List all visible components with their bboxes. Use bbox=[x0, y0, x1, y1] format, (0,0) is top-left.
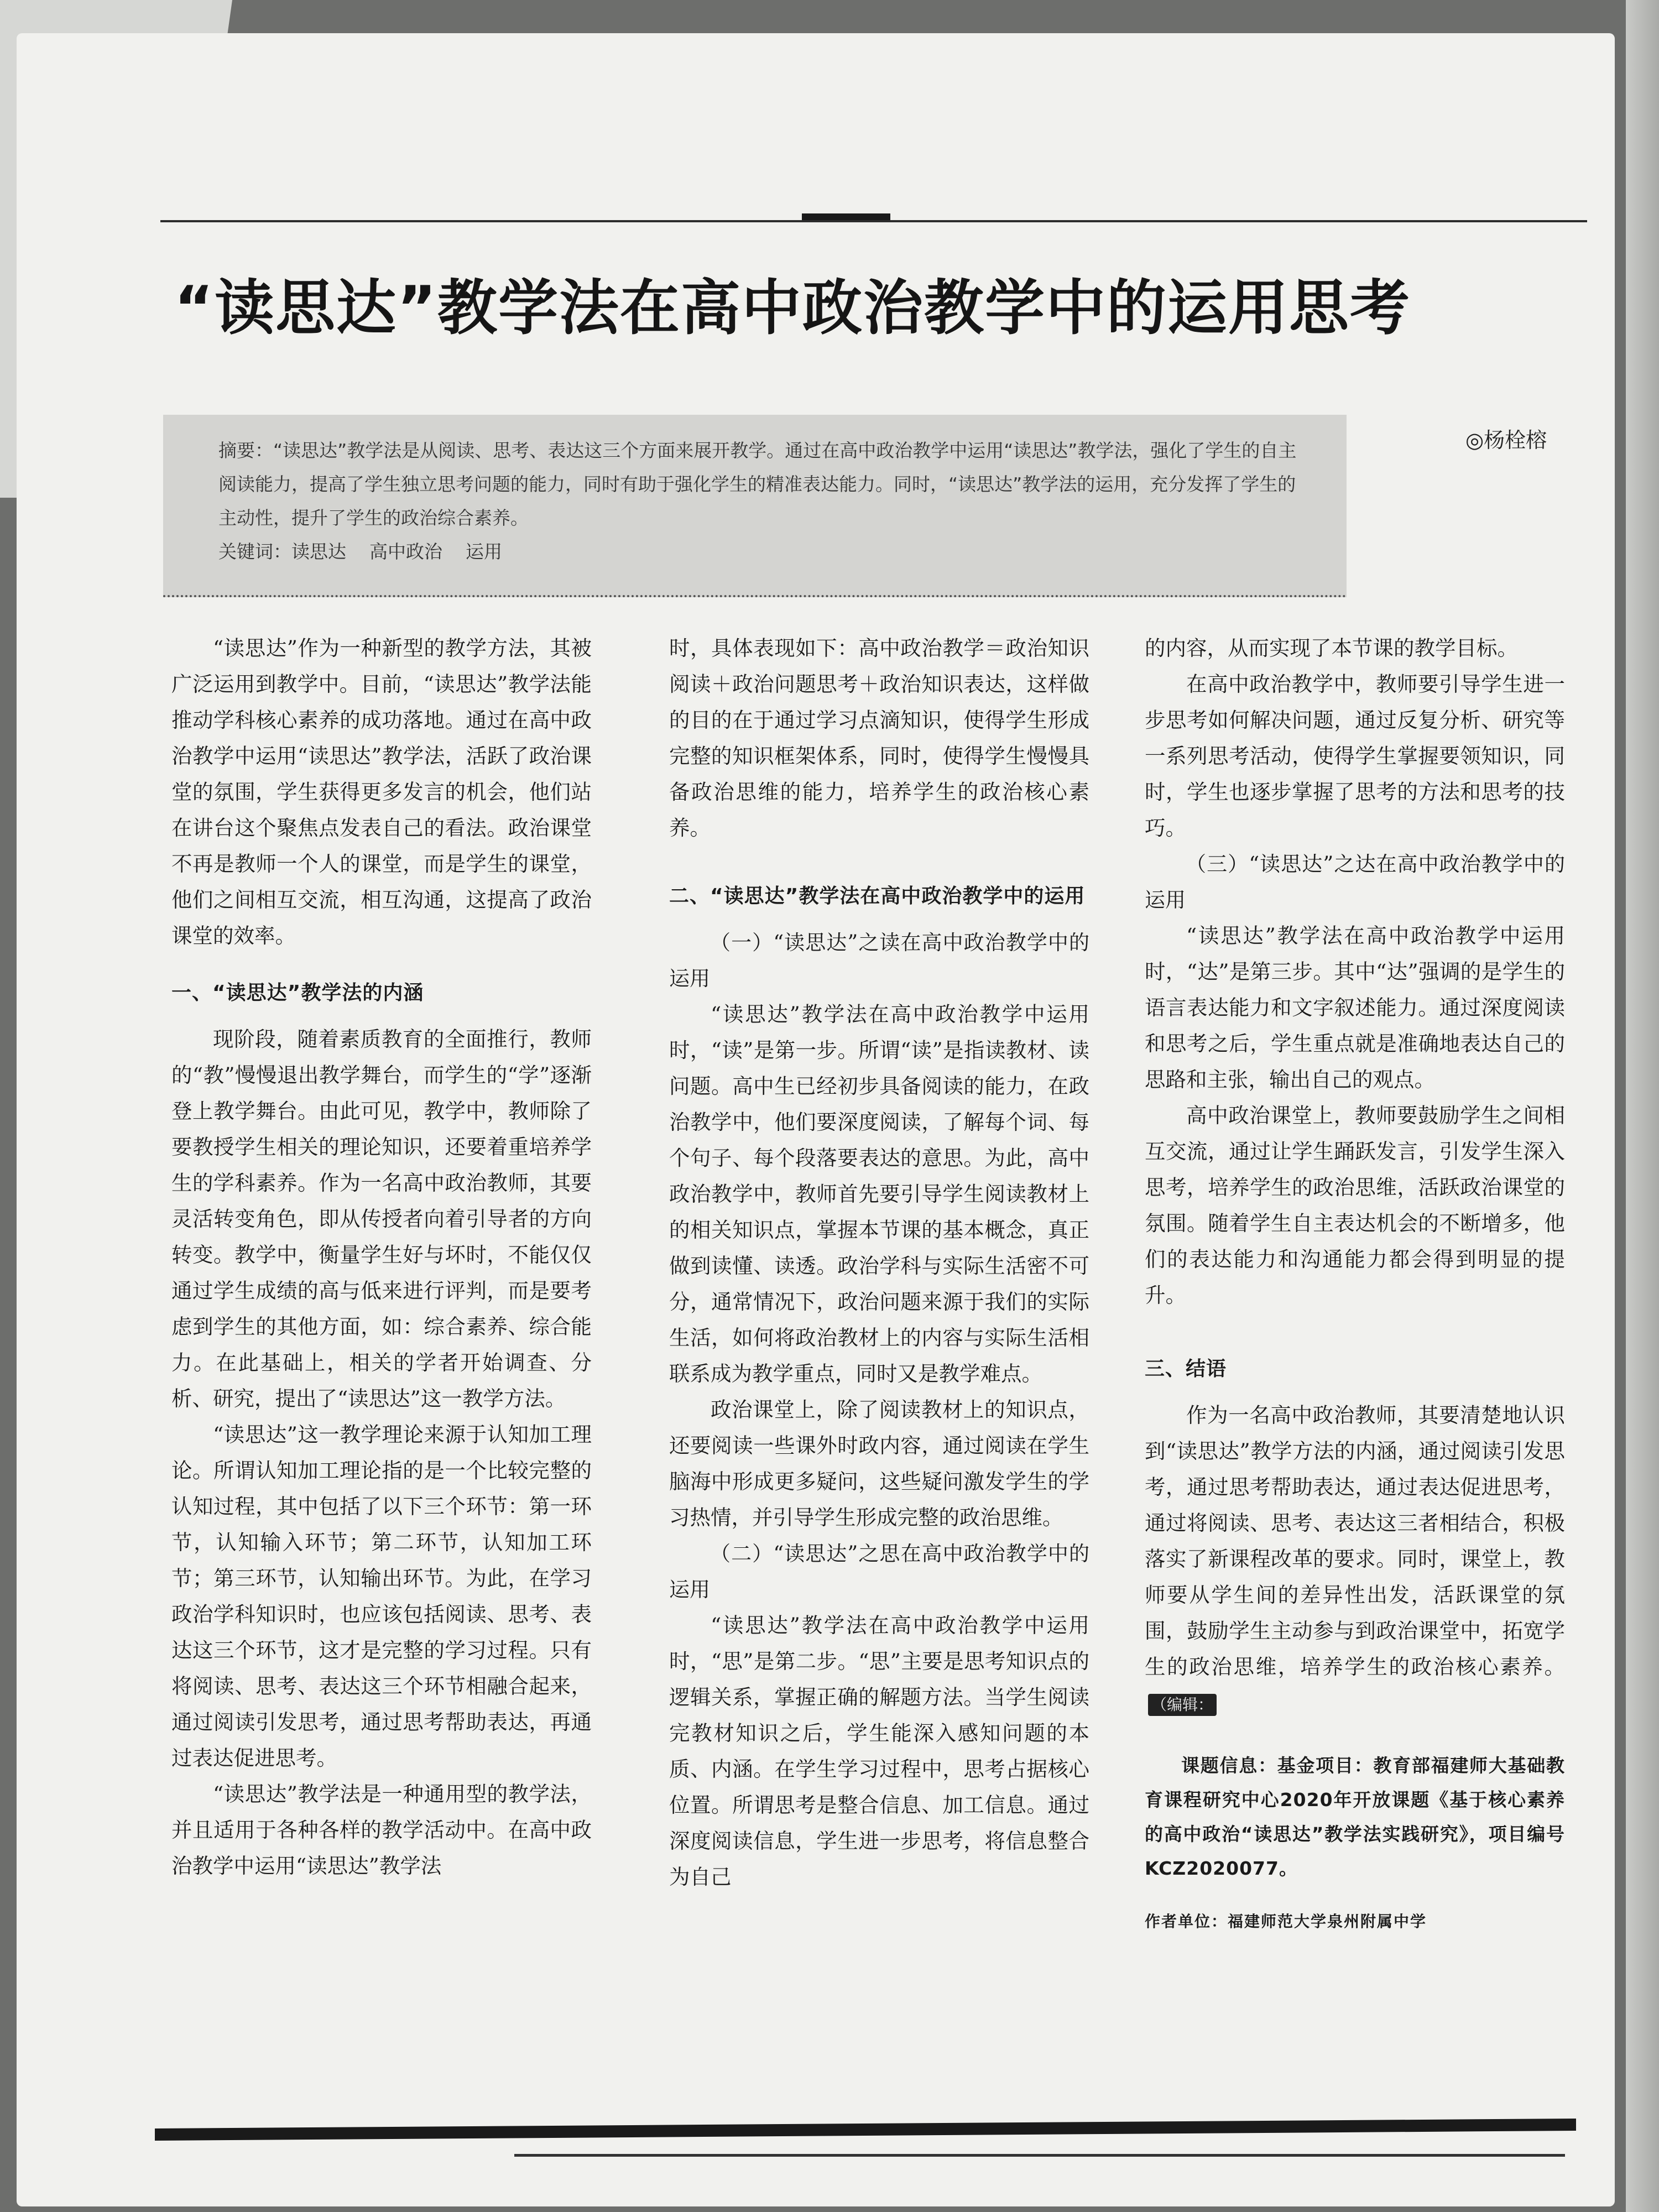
keyword-item: 高中政治 bbox=[369, 541, 442, 562]
paragraph: “读思达”教学法在高中政治教学中运用时，“达”是第三步。其中“达”强调的是学生的语言表达能力和文字叙述能力。通过深度阅读和思考之后，学生重点就是准确地表达自己的思路和主张，输出自己的观点。 bbox=[1145, 924, 1565, 1092]
paragraph: 现阶段，随着素质教育的全面推行，教师的“教”慢慢退出教学舞台，而学生的“学”逐渐登上教学舞台。由此可见，教学中，教师除了要教授学生相关的理论知识，还要着重培养学生的学科素养。作为一名高中政治教师，其要灵活转变角色，即从传授者向着引导者的方向转变。教学中，衡量学生好与坏时，不能仅仅通过学生成绩的高与低来进行评判，而是要考虑到学生的其他方面，如：综合素养、综合能力。在此基础上，相关的学者开始调查、分析、研究，提出了“读思达”这一教学方法。 bbox=[171, 1027, 592, 1411]
paragraph: 的内容，从而实现了本节课的教学目标。 bbox=[1145, 636, 1518, 660]
column-3 bbox=[1145, 630, 1565, 1936]
paragraph: 高中政治课堂上，教师要鼓励学生之间相互交流，通过让学生踊跃发言，引发学生深入思考，培养学生的政治思维，活跃政治课堂的氛围。随着学生自主表达机会的不断增多，他们的表达能力和沟通能力都会得到明显的提升。 bbox=[1145, 1103, 1565, 1307]
paragraph: “读思达”教学法在高中政治教学中运用时，“读”是第一步。所谓“读”是指读教材、读问题。高中生已经初步具备阅读的能力，在政治教学中，他们要深度阅读，了解每个词、每个句子、每个段落要表达的意思。为此，高中政治教学中，教师首先要引导学生阅读教材上的相关知识点，掌握本节课的基本概念，真正做到读懂、读透。政治学科与实际生活密不可分，通常情况下，政治问题来源于我们的实际生活，如何将政治教材上的内容与实际生活相联系成为教学重点，同时又是教学难点。 bbox=[669, 1002, 1089, 1386]
paragraph: 政治课堂上，除了阅读教材上的知识点，还要阅读一些课外时政内容，通过阅读在学生脑海中形成更多疑问，这些疑问激发学生的学习热情，并引导学生形成完整的政治思维。 bbox=[669, 1397, 1089, 1530]
abstract-text bbox=[218, 434, 1302, 535]
column-2 bbox=[669, 630, 1089, 1895]
author-name: ◎杨栓榕 bbox=[1465, 428, 1547, 452]
footer-rule-thin bbox=[514, 2154, 1565, 2157]
conclusion-text: 作为一名高中政治教师，其要清楚地认识到“读思达”教学方法的内涵，通过阅读引发思考，通过思考帮助表达，通过表达促进思考，通过将阅读、思考、表达这三者相结合，积极落实了新课程改革的要求。同时，课堂上，教师要从学生间的差异性出发，活跃课堂的氛围，鼓励学生主动参与到政治课堂中，拓宽学生的政治思维，培养学生的政治核心素养。 bbox=[1145, 1403, 1565, 1679]
paragraph: “读思达”教学法在高中政治教学中运用时，“思”是第二步。“思”主要是思考知识点的逻辑关系，掌握正确的解题方法。当学生阅读完教材知识之后，学生能深入感知问题的本质、内涵。在学生学习过程中，思考占据核心位置。所谓思考是整合信息、加工信息。通过深度阅读信息，学生进一步思考，将信息整合为自己 bbox=[669, 1613, 1089, 1889]
funding-info: 课题信息：基金项目：教育部福建师大基础教育课程研究中心2020年开放课题《基于核心素养的高中政治“读思达”教学法实践研究》，项目编号KCZ2020077。 bbox=[1145, 1755, 1565, 1879]
paragraph bbox=[1145, 1397, 1565, 1721]
paragraph: “读思达”这一教学理论来源于认知加工理论。所谓认知加工理论指的是一个比较完整的认知过程，其中包括了以下三个环节：第一环节，认知输入环节；第二环节，认知加工环节；第三环节，认知输出环节。为此，在学习政治学科知识时，也应该包括阅读、思考、表达这三个环节，这才是完整的学习过程。只有将阅读、思考、表达这三个环节相融合起来，通过阅读引发思考，通过思考帮助表达，再通过表达促进思考。 bbox=[171, 1422, 592, 1770]
paragraph: “读思达”作为一种新型的教学方法，其被广泛运用到教学中。目前，“读思达”教学法能推动学科核心素养的成功落地。通过在高中政治教学中运用“读思达”教学法，活跃了政治课堂的氛围，学生获得更多发言的机会，他们站在讲台这个聚焦点发表自己的看法。政治课堂不再是教师一个人的课堂，而是学生的课堂，他们之间相互交流，相互沟通，这提高了政治课堂的效率。 bbox=[171, 636, 592, 948]
keyword-item: 运用 bbox=[466, 541, 502, 562]
editor-end-mark: （编辑： bbox=[1148, 1694, 1217, 1716]
section-heading-3: 三、结语 bbox=[1145, 1358, 1227, 1380]
background-edge bbox=[1626, 0, 1659, 2212]
article-title: “读思达”教学法在高中政治教学中的运用思考 bbox=[174, 274, 1411, 343]
paragraph: “读思达”教学法是一种通用型的教学法，并且适用于各种各样的教学活动中。在高中政治教学中运用“读思达”教学法 bbox=[171, 1782, 592, 1878]
author-affiliation: 作者单位：福建师范大学泉州附属中学 bbox=[1145, 1912, 1427, 1931]
paragraph: 时，具体表现如下：高中政治教学＝政治知识阅读＋政治问题思考＋政治知识表达，这样做的目的在于通过学习点滴知识，使得学生形成完整的知识框架体系，同时，使得学生慢慢具备政治思维的能力，培养学生的政治核心素养。 bbox=[669, 636, 1089, 840]
paragraph: 在高中政治教学中，教师要引导学生进一步思考如何解决问题，通过反复分析、研究等一系列思考活动，使得学生掌握要领知识，同时，学生也逐步掌握了思考的方法和思考的技巧。 bbox=[1145, 672, 1565, 840]
subsection-heading: （三）“读思达”之达在高中政治教学中的运用 bbox=[1145, 852, 1565, 912]
header-rule bbox=[160, 220, 1587, 222]
section-heading-1: 一、“读思达”教学法的内涵 bbox=[171, 982, 424, 1004]
subsection-heading: （二）“读思达”之思在高中政治教学中的运用 bbox=[669, 1542, 1089, 1601]
abstract-box bbox=[163, 415, 1347, 597]
keywords bbox=[218, 535, 1302, 568]
subsection-heading: （一）“读思达”之读在高中政治教学中的运用 bbox=[669, 931, 1089, 990]
abstract-label: 摘要： bbox=[218, 440, 273, 461]
keyword-item: 读思达 bbox=[291, 541, 346, 562]
column-1 bbox=[171, 630, 592, 1884]
section-heading-2: 二、“读思达”教学法在高中政治教学中的运用 bbox=[669, 885, 1086, 907]
abstract-body: “读思达”教学法是从阅读、思考、表达这三个方面来展开教学。通过在高中政治教学中运用“读思达”教学法，强化了学生的自主阅读能力，提高了学生独立思考问题的能力，同时有助于强化学生的精准表达能力。同时，“读思达”教学法的运用，充分发挥了学生的主动性，提升了学生的政治综合素养。 bbox=[218, 440, 1297, 529]
keywords-label: 关键词： bbox=[218, 541, 291, 562]
